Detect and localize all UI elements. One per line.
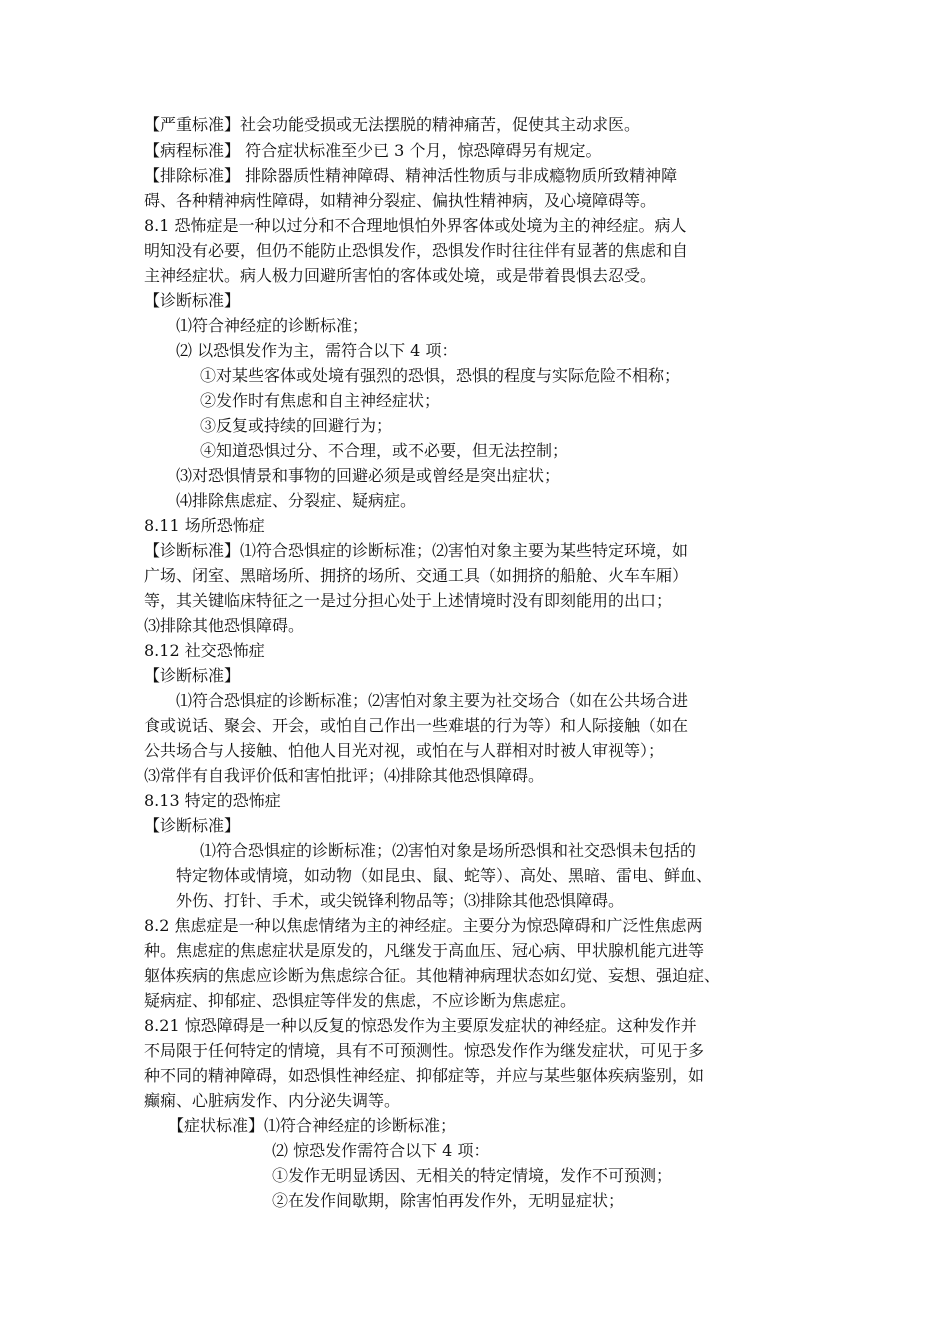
specific-phobia-criteria-line: ⑴符合恐惧症的诊断标准；⑵害怕对象是场所恐惧和社交恐惧未包括的 bbox=[200, 841, 697, 860]
agoraphobia-criteria-line-4: ⑶排除其他恐惧障碍。 bbox=[144, 616, 305, 635]
criterion-item: ⑶对恐惧情景和事物的回避必须是或曾经是突出症状； bbox=[176, 466, 561, 485]
social-phobia-criteria-line: ⑴符合恐惧症的诊断标准；⑵害怕对象主要为社交场合（如在公共场合进 bbox=[176, 691, 689, 710]
agoraphobia-criteria-line-3: 等，其关键临床特征之一是过分担心处于上述情境时没有即刻能用的出口； bbox=[144, 591, 673, 610]
section-heading-agoraphobia: 8.11 场所恐怖症 bbox=[144, 516, 265, 535]
severity-criteria-line: 【严重标准】社会功能受损或无法摆脱的精神痛苦，促使其主动求医。 bbox=[144, 115, 641, 134]
panic-disorder-intro-line-4: 癫痫、心脏病发作、内分泌失调等。 bbox=[144, 1091, 401, 1110]
criterion-item: ⑷排除焦虑症、分裂症、疑病症。 bbox=[176, 491, 417, 510]
specific-phobia-criteria-line-3: 外伤、打针、手术，或尖锐锋利物品等；⑶排除其他恐惧障碍。 bbox=[176, 891, 625, 910]
phobia-intro-line-2: 明知没有必要，但仍不能防止恐惧发作，恐惧发作时往往伴有显著的焦虑和自 bbox=[144, 241, 689, 260]
panic-disorder-intro-line-3: 种不同的精神障碍，如恐惧性神经症、抑郁症等，并应与某些躯体疾病鉴别，如 bbox=[144, 1066, 705, 1085]
social-phobia-criteria-line-3: 公共场合与人接触、怕他人目光对视，或怕在与人群相对时被人审视等）； bbox=[144, 741, 665, 760]
phobia-intro-line-3: 主神经症状。病人极力回避所害怕的客体或处境，或是带着畏惧去忍受。 bbox=[144, 266, 657, 285]
sub-criterion-item: ②在发作间歇期，除害怕再发作外，无明显症状； bbox=[272, 1191, 625, 1210]
exclusion-criteria-line-2: 碍、各种精神病性障碍，如精神分裂症、偏执性精神病，及心境障碍等。 bbox=[144, 191, 657, 210]
sub-criterion-item: ①发作无明显诱因、无相关的特定情境，发作不可预测； bbox=[272, 1166, 673, 1185]
section-heading-specific-phobia: 8.13 特定的恐怖症 bbox=[144, 791, 281, 810]
agoraphobia-criteria-line: 【诊断标准】⑴符合恐惧症的诊断标准；⑵害怕对象主要为某些特定环境，如 bbox=[144, 541, 689, 560]
sub-criterion-item: ③反复或持续的回避行为； bbox=[200, 416, 393, 435]
phobia-intro-line: 8.1 恐怖症是一种以过分和不合理地惧怕外界客体或处境为主的神经症。病人 bbox=[144, 216, 687, 235]
panic-disorder-intro-line-2: 不局限于任何特定的情境，具有不可预测性。惊恐发作作为继发症状，可见于多 bbox=[144, 1041, 705, 1060]
diagnostic-criteria-heading: 【诊断标准】 bbox=[144, 816, 241, 835]
specific-phobia-criteria-line-2: 特定物体或情境，如动物（如昆虫、鼠、蛇等）、高处、黑暗、雷电、鲜血、 bbox=[176, 866, 713, 885]
social-phobia-criteria-line-4: ⑶常伴有自我评价低和害怕批评；⑷排除其他恐惧障碍。 bbox=[144, 766, 545, 785]
section-heading-social-phobia: 8.12 社交恐怖症 bbox=[144, 641, 265, 660]
criterion-item: ⑵ 惊恐发作需符合以下 4 项： bbox=[272, 1141, 490, 1160]
anxiety-intro-line: 8.2 焦虑症是一种以焦虑情绪为主的神经症。主要分为惊恐障碍和广泛性焦虑两 bbox=[144, 916, 703, 935]
sub-criterion-item: ②发作时有焦虑和自主神经症状； bbox=[200, 391, 441, 410]
sub-criterion-item: ④知道恐惧过分、不合理，或不必要，但无法控制； bbox=[200, 441, 569, 460]
sub-criterion-item: ①对某些客体或处境有强烈的恐惧，恐惧的程度与实际危险不相称； bbox=[200, 366, 681, 385]
diagnostic-criteria-heading: 【诊断标准】 bbox=[144, 666, 241, 685]
anxiety-intro-line-4: 疑病症、抑郁症、恐惧症等伴发的焦虑，不应诊断为焦虑症。 bbox=[144, 991, 577, 1010]
agoraphobia-criteria-line-2: 广场、闭室、黑暗场所、拥挤的场所、交通工具（如拥挤的船舱、火车车厢） bbox=[144, 566, 689, 585]
exclusion-criteria-line: 【排除标准】 排除器质性精神障碍、精神活性物质与非成瘾物质所致精神障 bbox=[144, 166, 678, 185]
course-criteria-line: 【病程标准】 符合症状标准至少已 3 个月，惊恐障碍另有规定。 bbox=[144, 141, 602, 160]
social-phobia-criteria-line-2: 食或说话、聚会、开会，或怕自己作出一些难堪的行为等）和人际接触（如在 bbox=[144, 716, 689, 735]
symptom-criteria-line: 【症状标准】⑴符合神经症的诊断标准； bbox=[168, 1116, 457, 1135]
diagnostic-criteria-heading: 【诊断标准】 bbox=[144, 291, 241, 310]
anxiety-intro-line-3: 躯体疾病的焦虑应诊断为焦虑综合征。其他精神病理状态如幻觉、妄想、强迫症、 bbox=[144, 966, 721, 985]
criterion-item: ⑵ 以恐惧发作为主，需符合以下 4 项： bbox=[176, 341, 458, 360]
panic-disorder-intro-line: 8.21 惊恐障碍是一种以反复的惊恐发作为主要原发症状的神经症。这种发作并 bbox=[144, 1016, 697, 1035]
anxiety-intro-line-2: 种。焦虑症的焦虑症状是原发的，凡继发于高血压、冠心病、甲状腺机能亢进等 bbox=[144, 941, 705, 960]
criterion-item: ⑴符合神经症的诊断标准； bbox=[176, 316, 369, 335]
